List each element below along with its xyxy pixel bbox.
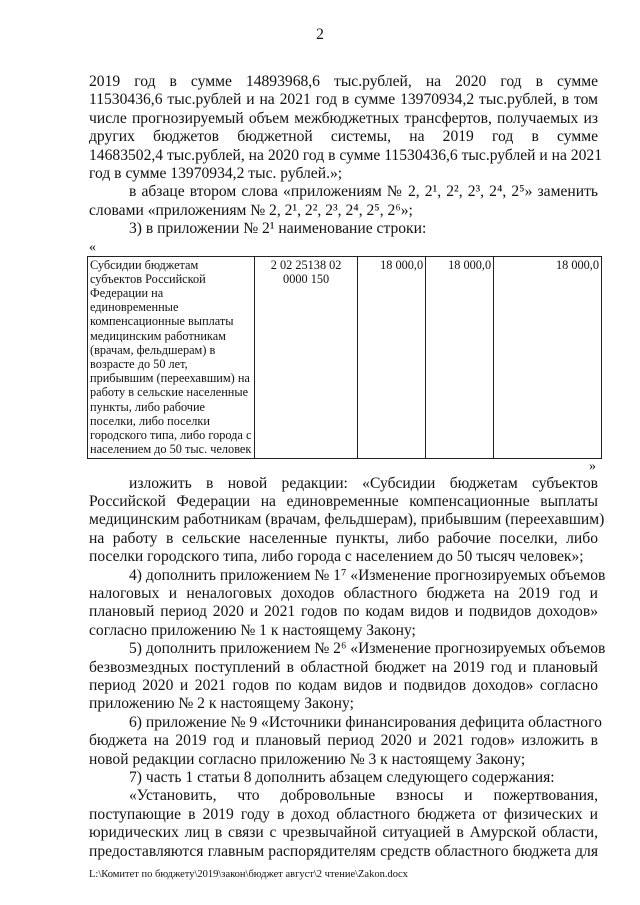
para6-line: 5) дополнить приложением № 2⁶ «Изменение прогнозируемых объемов: [129, 640, 606, 658]
para5-line: 4) дополнить приложением № 1⁷ «Изменение прогнозируемых объемов: [129, 566, 606, 584]
para9-line: «Установить, что добровольные взносы и пожертвования,: [129, 787, 598, 805]
document-body: [89, 73, 606, 861]
para1-line: 11530436,6 тыс.рублей и на 2021 год в сумме 13970934,2 тыс.рублей, в том: [89, 91, 598, 109]
para9-line: поступающие в 2019 году в доход областного бюджета от физических и: [89, 805, 598, 823]
para6-line: период 2020 и 2021 годов по кодам видов и подвидов доходов» согласно: [89, 676, 598, 694]
table-row: [88, 256, 602, 458]
file-path-footer: L:\Комитет по бюджету\2019\закон\бюджет август\2 чтение\Zakon.docx: [89, 869, 408, 880]
close-quote: »: [589, 458, 596, 474]
para9-line: юридических лиц в связи с чрезвычайной ситуацией в Амурской области,: [89, 824, 598, 842]
row-value-2021: 18 000,0: [494, 256, 602, 458]
para7-line: бюджета на 2019 год и плановый период 2020 и 2021 годов» изложить в: [89, 732, 598, 750]
para4-line: изложить в новой редакции: «Субсидии бюджетам субъектов: [129, 474, 598, 492]
row-value-2020: 18 000,0: [426, 256, 494, 458]
budget-row-table: [87, 256, 602, 459]
para4-line: Российской Федерации на единовременные компенсационные выплаты: [89, 492, 598, 510]
row-code-cell: 2 02 25138 02 0000 150: [255, 256, 358, 458]
para9-line: предоставляются главным распорядителям средств областного бюджета для: [89, 842, 598, 860]
para2-line: словами «приложениям № 2, 2¹, 2², 2³, 2⁴, 2⁵, 2⁶»;: [89, 201, 413, 219]
para8: 7) часть 1 статьи 8 дополнить абзацем следующего содержания:: [129, 769, 555, 786]
para7-line: новой редакции согласно приложению № 3 к настоящему Закону;: [89, 750, 526, 768]
row-value-2019: 18 000,0: [358, 256, 426, 458]
para1-line: год в сумме 13970934,2 тыс. рублей.»;: [89, 165, 343, 183]
para5-line: согласно приложению № 1 к настоящему Закону;: [89, 621, 416, 639]
para3: 3) в приложении № 2¹ наименование строки:: [129, 220, 427, 238]
para1-line: числе прогнозируемый объем межбюджетных трансфертов, получаемых из: [89, 109, 598, 127]
para1-line: 14683502,4 тыс.рублей, на 2020 год в сумме 11530436,6 тыс.рублей и на 2021: [89, 146, 602, 164]
para7-line: 6) приложение № 9 «Источники финансирования дефицита областного: [129, 713, 602, 731]
para1-line: 2019 год в сумме 14893968,6 тыс.рублей, на 2020 год в сумме: [89, 73, 598, 90]
para2-line: в абзаце втором слова «приложениям № 2, 2¹, 2², 2³, 2⁴, 2⁵» заменить: [129, 183, 598, 201]
para4-line: медицинским работникам (врачам, фельдшерам), прибывшим (переехавшим): [89, 511, 605, 529]
row-name-cell: Субсидии бюджетам субъектов Российской Федерации на единовременные компенсационные выплаты медицинским работникам (врачам, фельдшерам) в возрасте до 50 лет, прибывшим (переехавшим) на работу в сельские населенные пункты, либо рабочие поселки, либо поселки городского типа, либо города с населением до 50 тыс. человек: [88, 256, 255, 458]
para5-line: плановый период 2020 и 2021 годов по кодам видов и подвидов доходов»: [89, 603, 598, 621]
para6-line: безвозмездных поступлений в областной бюджет на 2019 год и плановый: [89, 658, 598, 676]
para4-line: на работу в сельские населенные пункты, либо рабочие поселки, либо: [89, 529, 598, 547]
page-number: 2: [316, 26, 324, 43]
para6-line: приложению № 2 к настоящему Закону;: [89, 695, 354, 713]
para4-line: поселки городского типа, либо города с населением до 50 тысяч человек»;: [89, 548, 584, 566]
open-quote: «: [89, 239, 96, 255]
para1-line: других бюджетов бюджетной системы, на 2019 год в сумме: [89, 128, 598, 146]
para5-line: налоговых и неналоговых доходов областного бюджета на 2019 год и: [89, 584, 598, 602]
